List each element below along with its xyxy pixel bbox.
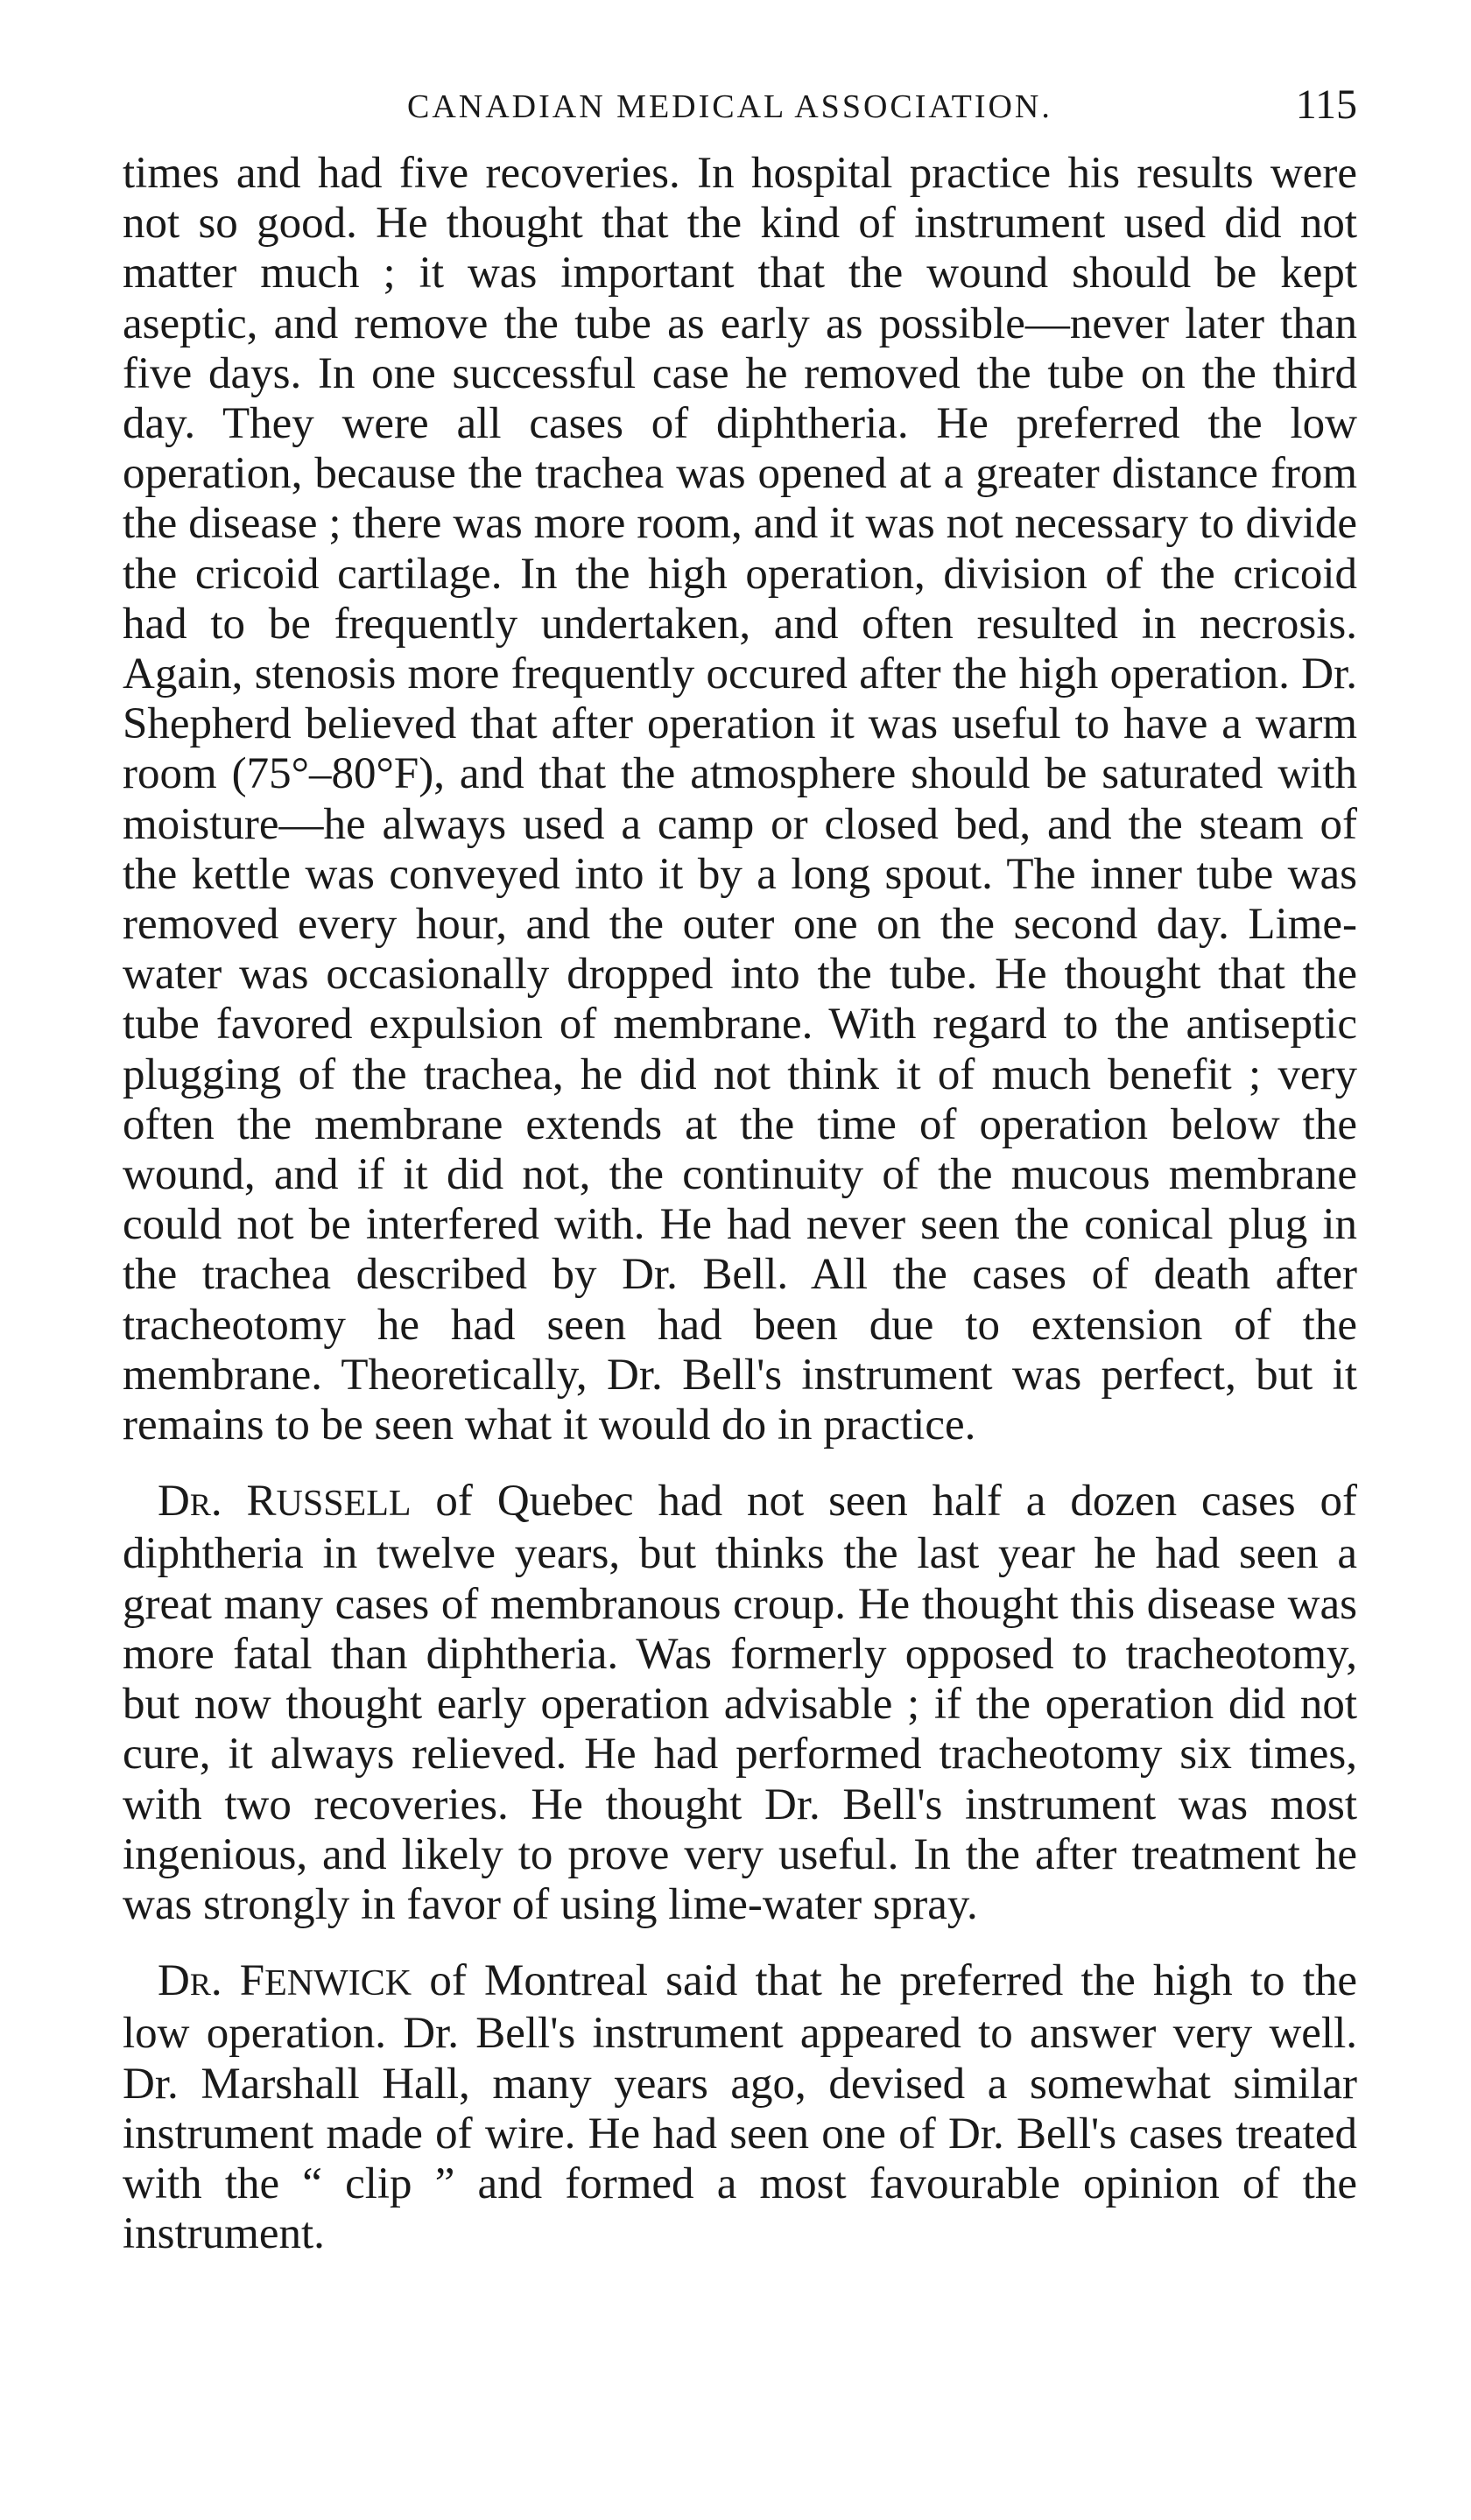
speaker-surname: ENWICK [264,1963,412,2004]
paragraph-text: of Quebec had not seen half a dozen cases of diphtheria in twelve years, but thinks the last year he had seen a great many cases of membranous croup. He thought this disease was more fatal than diphtheria. Was formerly opposed to tracheotomy, but now thought early operation advisable ; if the operation did not cure, it always relieved. He had performed tracheotomy six times, with two recoveries. He thought Dr. Bell's instrument was most ingenious, and likely to prove very useful. In the after treatment he was strongly in favor of using lime-water spray. [123,1477,1357,1929]
paragraph-shepherd-continued: times and had five recoveries. In hospital practice his results were not so good. He thought that the kind of instrument used did not matter much ; it was important that the wound should be kept aseptic, and remove the tube as early as possible—never later than five days. In one successful case he removed the tube on the third day. They were all cases of diphtheria. He preferred the low operation, because the trachea was opened at a greater distance from the disease ; there was more room, and it was not necessary to divide the cricoid cartilage. In the high operation, division of the cricoid had to be frequently undertaken, and often resulted in necrosis. Again, stenosis more frequently occured after the high operation. Dr. Shepherd believed that after operation it was useful to have a warm room (75°–80°F), and that the atmosphere should be saturated with moisture—he always used a camp or closed bed, and the steam of the kettle was conveyed into it by a long spout. The inner tube was removed every hour, and the outer one on the second day. Lime-water was occasionally dropped into the tube. He thought that the tube favored expulsion of membrane. With regard to the antiseptic plugging of the trachea, he did not think it of much benefit ; very often the membrane extends at the time of operation below the wound, and if it did not, the continuity of the mucous membrane could not be interfered with. He had never seen the conical plug in the trachea described by Dr. Bell. All the cases of death after tracheotomy he had seen had been due to extension of the membrane. Theoretically, Dr. Bell's instrument was perfect, but it remains to be seen what it would do in practice. [123,149,1357,1450]
paragraph-russell [123,1477,1357,1930]
speaker-fenwick [158,1956,412,2005]
paragraph-text: of Montreal said that he preferred the high to the low operation. Dr. Bell's instrument appeared to answer very well. Dr. Marshall Hall, many years ago, devised a somewhat similar instrument made of wire. He had seen one of Dr. Bell's cases treated with the “ clip ” and formed a most favourable opinion of the instrument. [123,1956,1357,2259]
page-number: 115 [1295,81,1357,128]
speaker-surname: USSELL [276,1484,412,1525]
running-title: CANADIAN MEDICAL ASSOCIATION. [407,88,1052,125]
book-page [123,70,1357,2259]
paragraph-fenwick [123,1956,1357,2259]
speaker-russell [158,1477,412,1526]
speaker-initial: Dr. R [158,1477,277,1527]
running-head [123,70,1357,149]
speaker-initial: Dr. F [158,1956,265,2006]
